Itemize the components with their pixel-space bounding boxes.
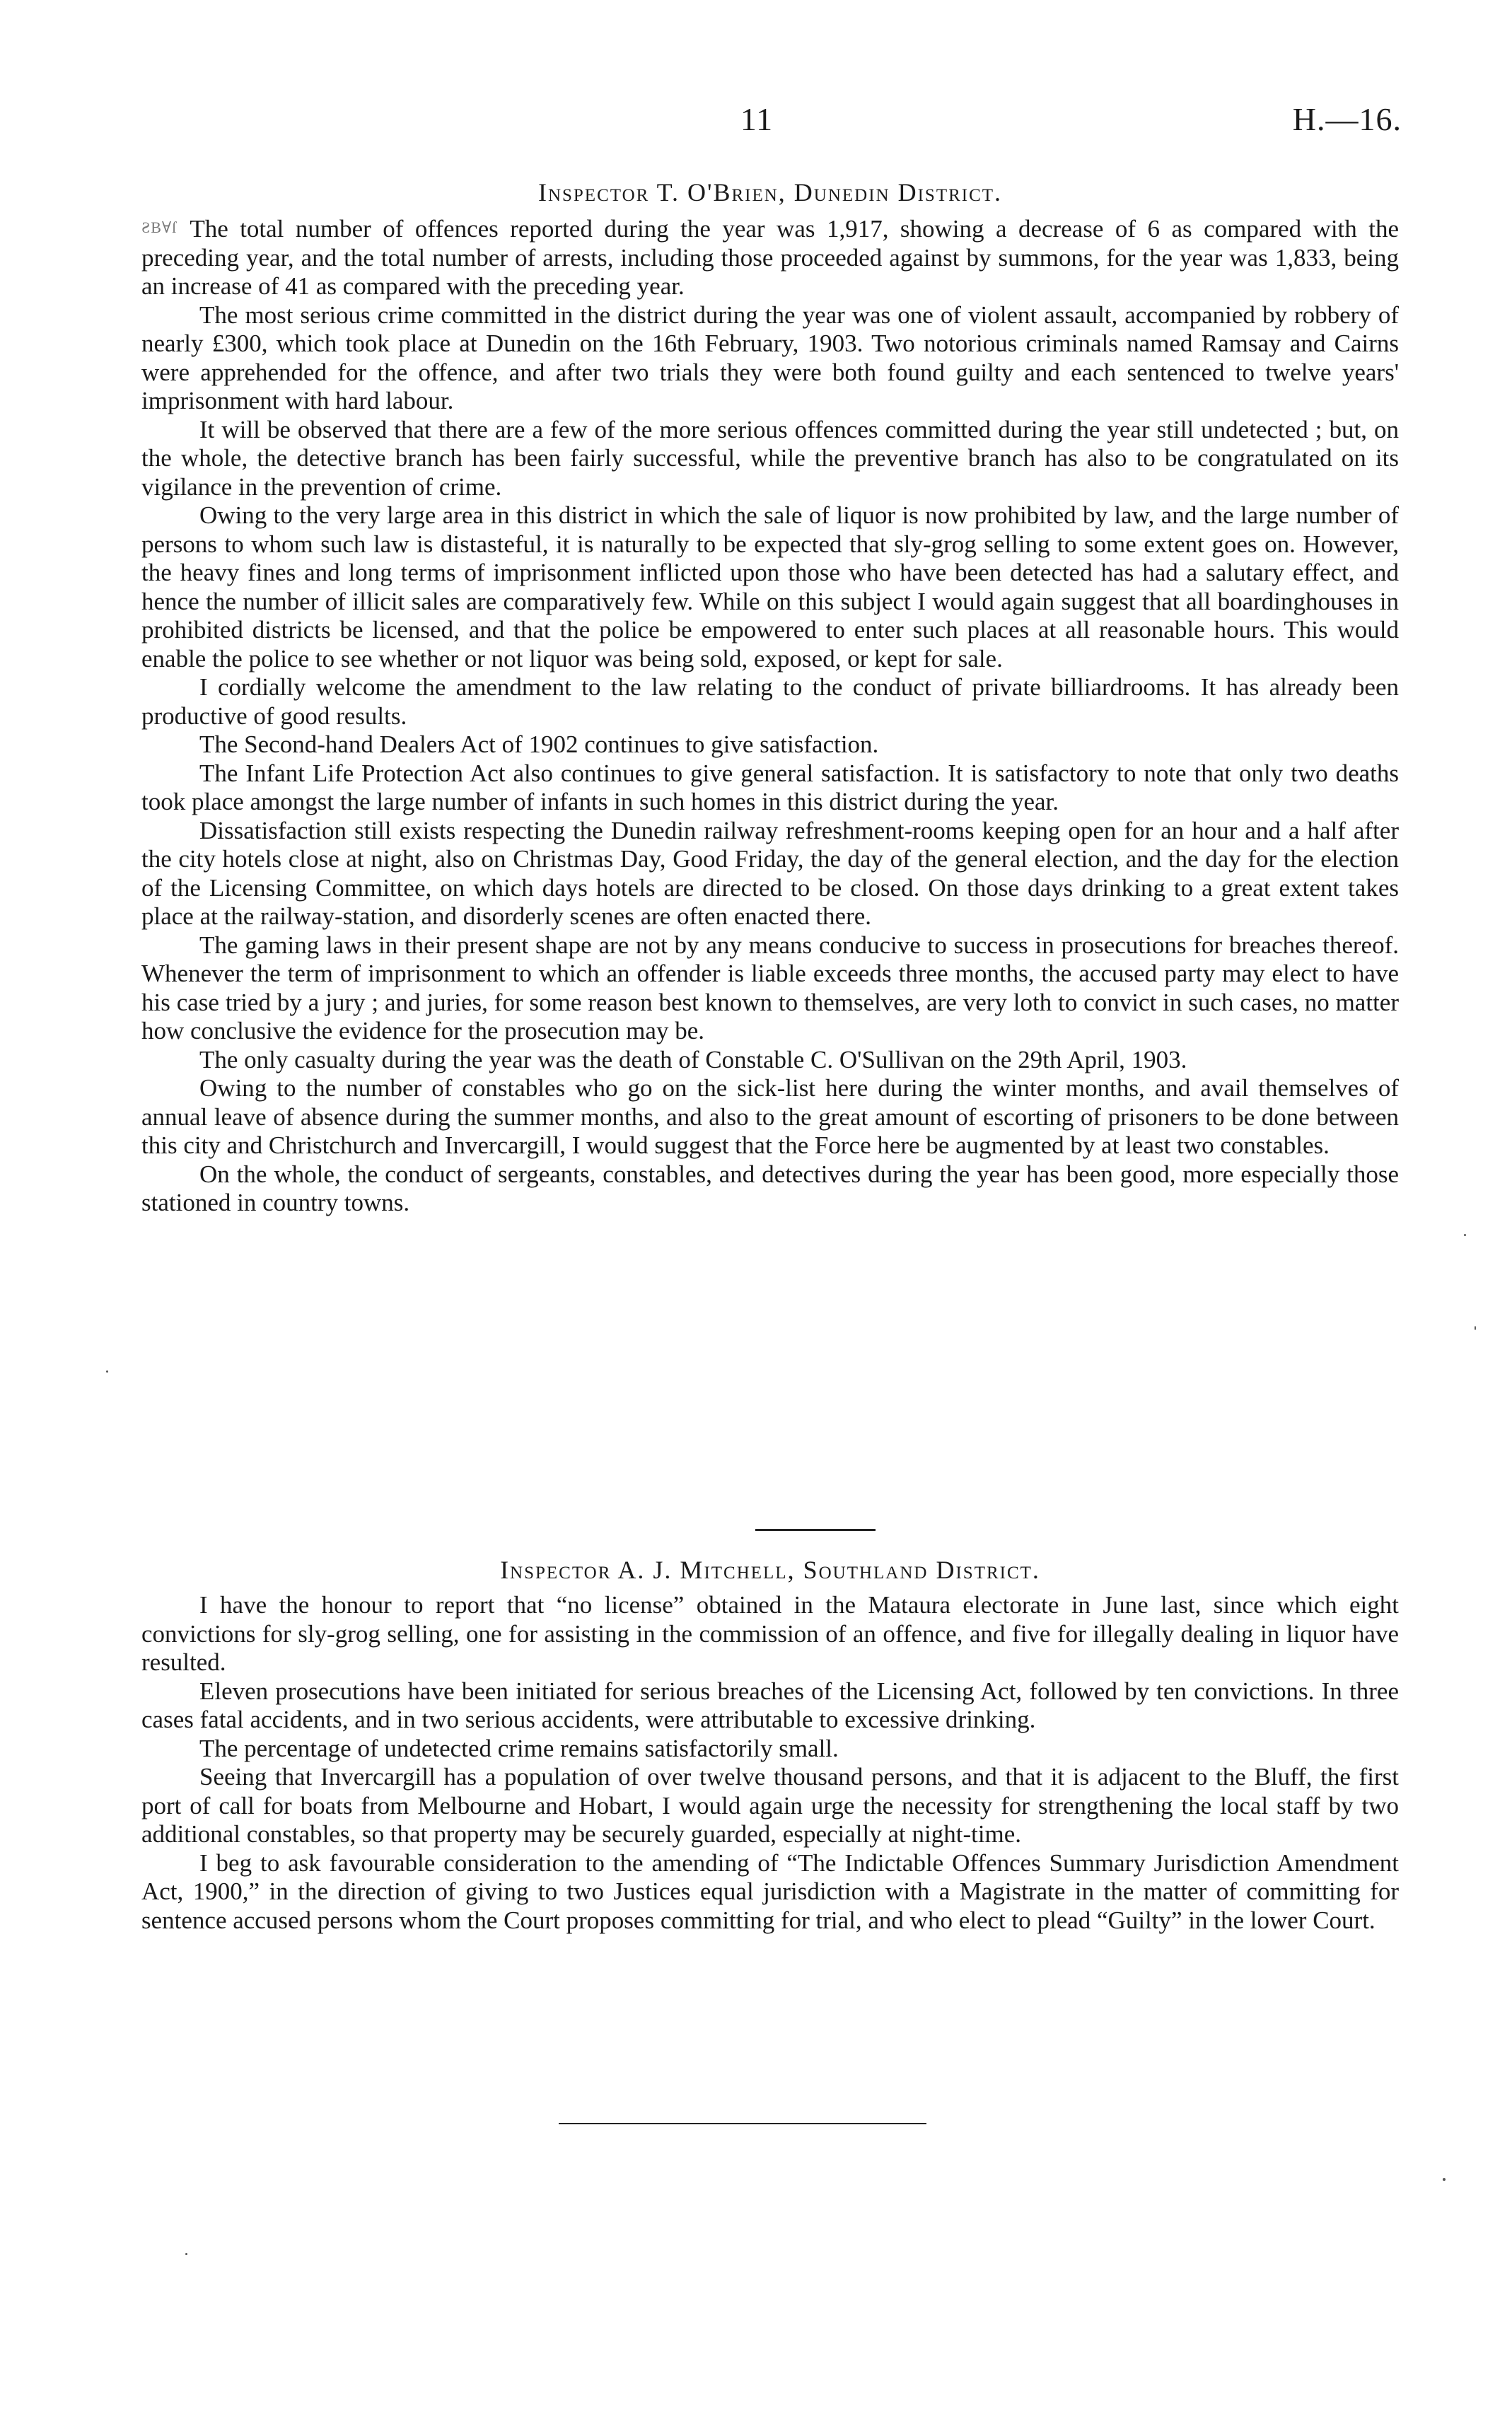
page-number: 11: [740, 101, 774, 137]
paragraph: Owing to the very large area in this district in which the sale of liquor is now prohibited by law, and the large number of persons to whom such law is distasteful, it is naturally to be expected that sly-grog selling to some extent goes on. However, the heavy fines and long terms of imprisonment inflicted upon those who have been detected has had a salutary effect, and hence the number of illicit sales are comparatively few. While on this subject I would again suggest that all boardinghouses in prohibited districts be licensed, and that the police be empowered to enter such places at all reasonable hours. This would enable the police to see whether or not liquor was being sold, exposed, or kept for sale.: [141, 501, 1399, 673]
paragraph: It will be observed that there are a few of the more serious offences committed during the year still undetected ; but, on the whole, the detective branch has been fairly successful, while the preventive branch has also to be congratulated on its vigilance in the prevention of crime.: [141, 415, 1399, 501]
paragraph: The Infant Life Protection Act also continues to give general satisfaction. It is satisfactory to note that only two deaths took place amongst the large number of infants in such homes in this district during the year.: [141, 759, 1399, 815]
paragraph: The gaming laws in their present shape are not by any means conducive to success in prosecutions for breaches thereof. Whenever the term of imprisonment to which an offender is liable exceeds three months, the accused party may elect to have his case tried by a jury ; and juries, for some reason best known to themselves, are very loth to convict in such cases, no matter how conclusive the evidence for the prosecution may be.: [141, 931, 1399, 1044]
paragraph: I have the honour to report that “no license” obtained in the Mataura electorate in June last, since which eight convictions for sly-grog selling, one for assisting in the commission of an offence, and five for illegally dealing in liquor have resulted.: [141, 1591, 1399, 1676]
paragraph: [141, 214, 1399, 301]
section-heading-mitchell: Inspector A. J. Mitchell, Southland District.: [500, 1556, 1040, 1584]
paragraph: On the whole, the conduct of sergeants, constables, and detectives during the year has been good, more especially those stationed in country towns.: [141, 1160, 1399, 1216]
scan-speck: [1464, 1234, 1466, 1236]
scan-speck: [1475, 1326, 1476, 1330]
paragraph: The Second-hand Dealers Act of 1902 continues to give satisfaction.: [199, 730, 879, 758]
scan-speck: [106, 1370, 108, 1373]
section-divider: [755, 1529, 876, 1531]
section-mitchell-report: [141, 1556, 1399, 1935]
margin-mark: ƧB∀ſ: [141, 219, 178, 236]
document-code: H.—16.: [1292, 101, 1402, 137]
section-obrien-report: [141, 178, 1399, 1218]
paragraph-text: The total number of offences reported during the year was 1,917, showing a decrease of 6 as compared with the preceding year, and the total number of arrests, including those proceeded against by summons, for the year was 1,833, being an increase of 41 as compared with the preceding year.: [141, 215, 1399, 300]
scan-speck: [185, 2253, 187, 2255]
paragraph: The only casualty during the year was the death of Constable C. O'Sullivan on the 29th April, 1903.: [199, 1045, 1187, 1073]
section-heading-obrien: Inspector T. O'Brien, Dunedin District.: [537, 178, 1003, 206]
paragraph: The most serious crime committed in the district during the year was one of violent assault, accompanied by robbery of nearly £300, which took place at Dunedin on the 16th February, 1903. Two notorious criminals named Ramsay and Cairns were apprehended for the offence, and after two trials they were both found guilty and each sentenced to twelve years' imprisonment with hard labour.: [141, 301, 1399, 414]
paragraph: The percentage of undetected crime remains satisfactorily small.: [199, 1734, 839, 1762]
paragraph: I beg to ask favourable consideration to the amending of “The Indictable Offences Summary Jurisdiction Amendment Act, 1900,” in the direction of giving to two Justices equal jurisdiction with a Magistrate in the matter of committing for sentence accused persons whom the Court proposes committing for trial, and who elect to plead “Guilty” in the lower Court.: [141, 1848, 1399, 1934]
paragraph: Owing to the number of constables who go on the sick-list here during the winter months, and avail themselves of annual leave of absence during the summer months, and also to the great amount of escorting of prisoners to be done between this city and Christchurch and Invercargill, I would suggest that the Force here be augmented by at least two constables.: [141, 1074, 1399, 1159]
paragraph: I cordially welcome the amendment to the law relating to the conduct of private billiardrooms. It has already been productive of good results.: [141, 673, 1399, 730]
paragraph: Seeing that Invercargill has a population of over twelve thousand persons, and that it is adjacent to the Bluff, the first port of call for boats from Melbourne and Hobart, I would again urge the necessity for strengthening the local staff by two additional constables, so that property may be securely guarded, especially at night-time.: [141, 1763, 1399, 1848]
scan-speck: [1443, 2178, 1446, 2181]
paragraph: Dissatisfaction still exists respecting the Dunedin railway refreshment-rooms keeping open for an hour and a half after the city hotels close at night, also on Christmas Day, Good Friday, the day of the general election, and the day for the election of the Licensing Committee, on which days hotels are directed to be closed. On those days drinking to a great extent takes place at the railway-station, and disorderly scenes are often enacted there.: [141, 816, 1399, 930]
paragraph: Eleven prosecutions have been initiated for serious breaches of the Licensing Act, followed by ten convictions. In three cases fatal accidents, and in two serious accidents, were attributable to excessive drinking.: [141, 1677, 1399, 1733]
end-rule: [559, 2123, 926, 2124]
